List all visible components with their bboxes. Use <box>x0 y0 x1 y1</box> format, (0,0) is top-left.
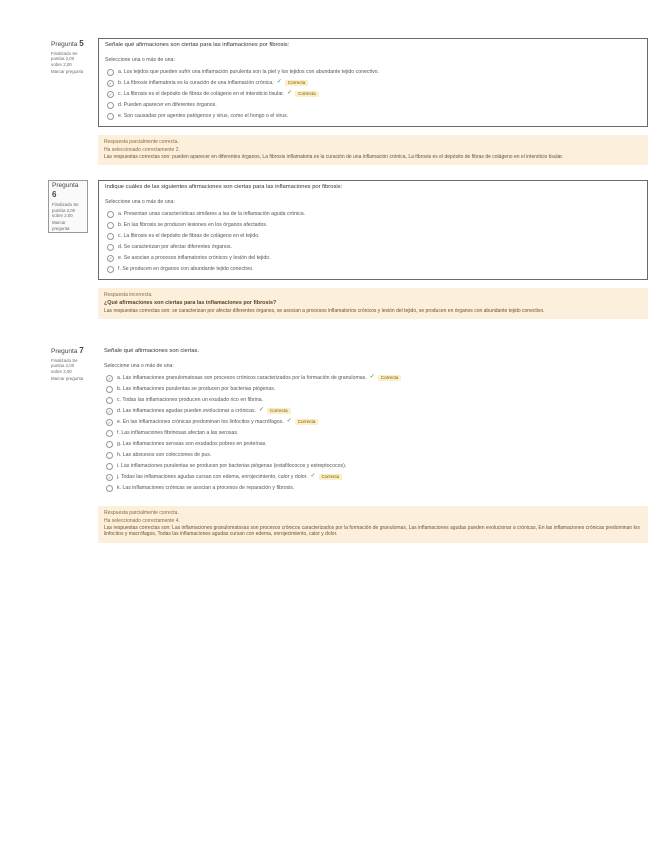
answer-option[interactable] <box>105 111 641 122</box>
checkbox[interactable] <box>107 266 114 273</box>
feedback-title: Respuesta parcialmente correcta. <box>104 509 179 516</box>
feedback-question: ¿Qué afirmaciones son ciertas para las inflamaciones por fibrosis? <box>104 299 277 306</box>
answer-text: c. Todas las inflamaciones producen un exudado rico en fibrina. <box>117 396 264 403</box>
flag-question-link[interactable]: Marcar pregunta <box>51 375 84 381</box>
checkbox[interactable] <box>107 233 114 240</box>
answer-option[interactable] <box>104 373 642 384</box>
answer-text: g. Las inflamaciones serosas son exudados pobres en proteínas. <box>117 440 267 447</box>
checkbox[interactable] <box>106 485 113 492</box>
answer-option[interactable] <box>104 406 642 417</box>
checkbox[interactable] <box>106 441 113 448</box>
feedback-title: Respuesta parcialmente correcta. <box>104 138 179 145</box>
checkbox[interactable] <box>107 244 114 251</box>
question-text: Indique cuáles de las siguientes afirmaciones son ciertas para las inflamaciones por fibrosis: <box>105 184 343 190</box>
answer-text: f. Las inflamaciones fibrinosas afectan a las serosas. <box>117 429 239 436</box>
answer-text: d. Se caracterizan por afectar diferentes órganos. <box>118 243 232 250</box>
check-icon: ✓ <box>369 374 375 381</box>
feedback-box <box>98 506 648 543</box>
answer-option[interactable] <box>105 242 641 253</box>
feedback-box <box>98 135 648 166</box>
feedback-text: Las respuestas correctas son: se caracterizan por afectar diferentes órganos, se asocian a procesos inflamatorios crónicos y lesión del tejido, se producen en órganos con abundante tejido conectivo. <box>104 307 545 314</box>
question-formulation <box>98 345 648 498</box>
answer-option[interactable] <box>104 472 642 483</box>
answer-text: h. Las abscesos son colecciones de pus. <box>117 451 212 458</box>
answer-text: d. Las inflamaciones agudas pueden evolucionar a crónicas. <box>117 407 256 414</box>
answer-option[interactable] <box>105 67 641 78</box>
question-status: Finalizado Se puntúa 2,00 sobre 2,00 <box>52 202 79 218</box>
checked-checkbox[interactable]: ✓ <box>108 80 113 86</box>
correct-badge: Correcta <box>378 375 402 381</box>
answer-text: j. Todas las inflamaciones agudas cursan con edema, enrojecimiento, calor y dolor. <box>117 473 308 480</box>
checked-checkbox[interactable]: ✓ <box>107 419 112 425</box>
correct-badge: Correcta <box>285 80 309 86</box>
answer-option[interactable] <box>105 264 641 275</box>
correct-badge: Correcta <box>295 419 319 425</box>
checkbox[interactable] <box>107 102 114 109</box>
answer-list <box>105 67 641 122</box>
answer-prompt: Seleccione una o más de una: <box>104 363 174 370</box>
answer-list <box>105 209 641 275</box>
question-content <box>98 345 648 543</box>
feedback-sub: Ha seleccionado correctamente 2. <box>104 146 180 153</box>
feedback-box <box>98 288 648 319</box>
answer-text: c. La fibrosis es el depósito de fibras de colágeno en el intersticio tisular. <box>118 90 285 97</box>
checkbox[interactable] <box>107 222 114 229</box>
checkbox[interactable] <box>106 452 113 459</box>
check-icon: ✓ <box>259 407 265 414</box>
answer-option[interactable] <box>104 417 642 428</box>
check-icon: ✓ <box>286 418 292 425</box>
answer-option[interactable] <box>105 220 641 231</box>
question-info <box>48 180 88 233</box>
correct-badge: Correcta <box>295 91 319 97</box>
answer-option[interactable] <box>104 461 642 472</box>
question-formulation <box>98 38 648 127</box>
answer-text: a. Presentan unas características similares a las de la inflamación aguda crónica. <box>118 210 306 217</box>
answer-text: e. Son causadas por agentes patógenos y virus, como el hongo o el virus. <box>118 112 289 119</box>
question-status: Finalizado Se puntúa 2,00 sobre 2,00 <box>51 358 78 374</box>
feedback-title: Respuesta incorrecta. <box>104 291 153 298</box>
question-info <box>48 345 88 385</box>
answer-text: k. Las inflamaciones crónicas se asocian a procesos de reparación y fibrosis. <box>117 484 295 491</box>
checkbox[interactable] <box>107 113 114 120</box>
question-content <box>98 180 648 319</box>
checked-checkbox[interactable]: ✓ <box>107 408 112 414</box>
flag-question-link[interactable]: Marcar pregunta <box>52 220 70 231</box>
question-formulation <box>98 180 648 280</box>
answer-option[interactable] <box>105 231 641 242</box>
checked-checkbox[interactable]: ✓ <box>108 255 113 261</box>
answer-text: i. Las inflamaciones purulentas se producen por bacterias piógenas (estafilococos y estreptococos). <box>117 462 347 469</box>
answer-list <box>104 373 642 494</box>
checkbox[interactable] <box>106 430 113 437</box>
answer-text: e. Se asocian a procesos inflamatorios crónicos y lesión del tejido. <box>118 254 271 261</box>
question-text: Señale qué afirmaciones son ciertas. <box>104 348 200 354</box>
answer-prompt: Seleccione una o más de una: <box>105 199 175 206</box>
answer-text: a. Los tejidos que pueden sufrir una inflamación purulenta son la piel y los tejidos con abundante tejido conectivo. <box>118 68 379 75</box>
answer-text: d. Pueden aparecer en diferentes órganos. <box>118 101 217 108</box>
checkbox[interactable] <box>106 463 113 470</box>
answer-option[interactable] <box>104 395 642 406</box>
answer-option[interactable] <box>104 439 642 450</box>
answer-option[interactable] <box>104 483 642 494</box>
checked-checkbox[interactable]: ✓ <box>107 375 112 381</box>
answer-option[interactable] <box>104 428 642 439</box>
answer-text: e. En las inflamaciones crónicas predominan los linfocitos y macrófagos. <box>117 418 284 425</box>
answer-text: b. La fibrosis inflamatoria es la curación de una inflamación crónica. <box>118 79 274 86</box>
correct-badge: Correcta <box>267 408 291 414</box>
check-icon: ✓ <box>287 90 293 97</box>
feedback-text: Las respuestas correctas son: pueden aparecer en diferentes órganos, La fibrosis inflamatoria es la curación de una inflamación crónica, La fibrosis es el depósito de fibras de colágeno en el intersticio tisular. <box>104 154 564 161</box>
answer-option[interactable] <box>104 450 642 461</box>
checked-checkbox[interactable]: ✓ <box>107 474 112 480</box>
question-status: Finalizado Se puntúa 2,00 sobre 2,00 <box>51 51 78 67</box>
answer-option[interactable] <box>105 78 641 89</box>
answer-text: b. Las inflamaciones purulentas se producen por bacterias piógenas. <box>117 385 276 392</box>
answer-option[interactable] <box>104 384 642 395</box>
answer-prompt: Seleccione una o más de una: <box>105 57 175 64</box>
answer-text: c. La fibrosis es el depósito de fibras de colágeno en el tejido. <box>118 232 260 239</box>
question-number: Pregunta 5 <box>51 39 84 48</box>
flag-question-link[interactable]: Marcar pregunta <box>51 68 84 74</box>
question-text: Señale qué afirmaciones son ciertas para las inflamaciones por fibrosis: <box>105 42 290 48</box>
question-number: Pregunta 6 <box>52 182 79 200</box>
question-content <box>98 38 648 165</box>
answer-option[interactable] <box>105 100 641 111</box>
checked-checkbox[interactable]: ✓ <box>108 91 113 97</box>
answer-text: a. Las inflamaciones granulomatosas son procesos crónicos caracterizados por la formación de granulomas. <box>117 374 367 381</box>
correct-badge: Correcta <box>319 474 343 480</box>
question-number: Pregunta 7 <box>51 346 84 355</box>
checkbox[interactable] <box>107 69 114 76</box>
answer-option[interactable] <box>105 253 641 264</box>
checkbox[interactable] <box>106 397 113 404</box>
check-icon: ✓ <box>276 79 282 86</box>
check-icon: ✓ <box>310 473 316 480</box>
checkbox[interactable] <box>107 211 114 218</box>
answer-text: f. Se producen en órganos con abundante tejido conectivo. <box>118 265 254 272</box>
answer-option[interactable] <box>105 89 641 100</box>
answer-option[interactable] <box>105 209 641 220</box>
feedback-text: Las respuestas correctas son: Las inflamaciones granulomatosas son procesos crónicos caracterizados por la formación de granulomas, Las inflamaciones agudas pueden evolucionar a crónicas, En las inflamaciones crónicas predominan los linfocitos y macrófagos, Todas las inflamaciones agudas cursan con edema, enrojecimiento, calor y dolor. <box>104 525 640 538</box>
question-info <box>48 38 88 78</box>
answer-text: b. En las fibrosis se producen lesiones en los órganos afectados. <box>118 221 268 228</box>
feedback-sub: Ha seleccionado correctamente 4. <box>104 517 180 524</box>
checkbox[interactable] <box>106 386 113 393</box>
